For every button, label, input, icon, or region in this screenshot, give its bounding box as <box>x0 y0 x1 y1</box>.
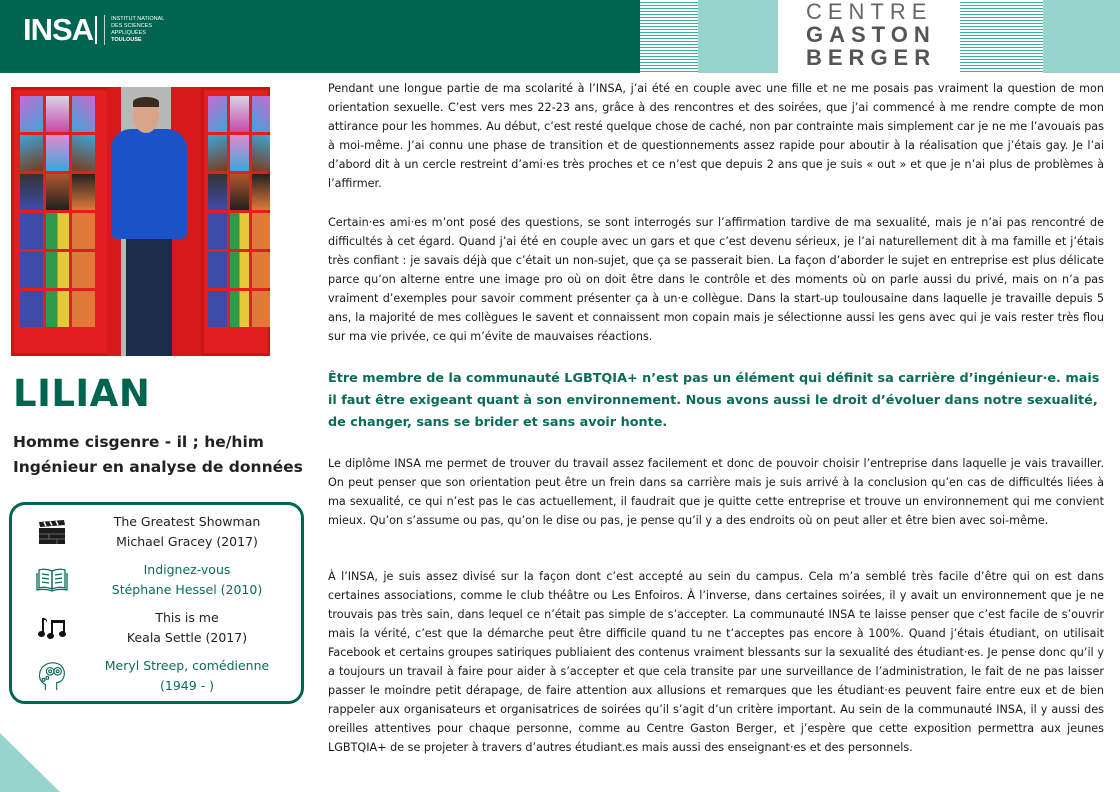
header-teal-block-left <box>698 0 778 73</box>
insa-sub-line: DES SCIENCES <box>111 22 153 29</box>
favorite-text <box>82 656 292 696</box>
favorites-box <box>9 502 304 704</box>
head-gears-icon <box>36 660 68 692</box>
cgb-logo-line: BERGER <box>806 45 937 70</box>
insa-sub-line: APPLIQUÉES <box>111 29 146 36</box>
favorite-author: Keala Settle (2017) <box>126 630 248 645</box>
favorite-title: Meryl Streep, comédienne <box>104 658 270 673</box>
favorite-film <box>12 510 301 558</box>
page-header <box>0 0 1120 73</box>
cgb-logo-line: CENTRE <box>806 0 933 24</box>
red-door-left <box>11 87 111 356</box>
header-stripes-right <box>960 0 1043 73</box>
favorite-person <box>12 654 301 702</box>
favorite-author: Stéphane Hessel (2010) <box>111 582 263 597</box>
cgb-logo-line: GASTON <box>806 22 936 47</box>
favorite-book <box>12 558 301 606</box>
article-paragraph: Pendant une longue partie de ma scolarité à l’INSA, j’ai été en couple avec une fille et ne me posais pas vraiment la question de mon orientation sexuelle. C’est vers mes 22-23 ans, grâce à des rencontres et des soirées, que j’ai commencé à me rendre compte de mon attirance pour les hommes. Au début, c’est resté quelque chose de caché, non par contrainte mais simplement car je ne me l’avouais pas à moi-même. J’ai connu une phase de transition et de questionnements assez rapide pour aboutir à la réalisation que j’étais gay. Je l’ai d’abord dit à un cercle restreint d’ami·es très proches et ce n’est que depuis 2 ans que je suis « out » et que je n’ai plus de problèmes à l’affirmer. <box>328 82 1104 190</box>
centre-gaston-berger-logo <box>806 0 936 69</box>
insa-sub-line: INSTITUT NATIONAL <box>111 15 165 22</box>
person-legs <box>126 237 172 356</box>
music-notes-icon <box>36 612 68 644</box>
stained-glass-panes <box>208 96 270 327</box>
insa-wordmark: INSA <box>23 12 94 47</box>
favorite-author: Michael Gracey (2017) <box>116 534 258 549</box>
person-name: LILIAN <box>13 372 151 415</box>
pull-quote: Être membre de la communauté LGBTQIA+ n’est pas un élément qui définit sa carrière d’ingénieur·e. mais il faut être exigeant quant à son environnement. Nous avons aussi le droit d’évoluer dans notre sexualité, de changer, sans se brider et sans avoir honte. <box>328 371 1100 430</box>
person-hair <box>133 97 159 107</box>
favorite-song <box>12 606 301 654</box>
header-stripes-left <box>640 0 698 73</box>
person-blue-jacket <box>111 129 187 239</box>
insa-logo-slash <box>95 16 97 44</box>
portrait-photo <box>11 87 270 356</box>
insa-logo <box>23 14 164 45</box>
insa-sub-line: TOULOUSE <box>111 36 142 43</box>
favorite-title: This is me <box>155 610 219 625</box>
clapperboard-icon <box>36 516 68 548</box>
favorite-text <box>82 512 292 552</box>
favorite-title: The Greatest Showman <box>113 514 261 529</box>
person-identity <box>13 430 303 480</box>
decorative-teal-triangle <box>0 733 60 792</box>
gender-pronouns: Homme cisgenre - il ; he/him <box>13 433 264 451</box>
article-paragraph: Le diplôme INSA me permet de trouver du travail assez facilement et donc de pouvoir choisir l’entreprise dans laquelle je vais travailler. On peut penser que son orientation peut être un frein dans sa carrière mais je suis arrivé à la conclusion qu’en cas de difficultés liées à ma sexualité, ce qui n’est pas le cas actuellement, il faudrait que je quitte cette entreprise et trouve un environnement qui me convient mieux. Qu’on s’assume ou pas, qu’on le dise ou pas, je pense qu’il y a des endroits où on peut aller et être bien avec soi-même. <box>328 457 1104 527</box>
favorite-author: (1949 - ) <box>159 678 215 693</box>
header-teal-block-right <box>1043 0 1120 73</box>
insa-logo-divider <box>104 15 105 45</box>
article-paragraph: À l’INSA, je suis assez divisé sur la façon dont c’est accepté au sein du campus. Cela m’a semblé très facile d’être qui on est dans certaines associations, comme le club théâtre ou Les Enfoiros. À l’inverse, dans certaines soirées, il y avait un environnement que je ne trouvais pas très sain, dans lequel ce n’était pas simple de s’accepter. La communauté INSA te laisse penser que c’est facile de s’ouvrir mais la vérité, c’est que la démarche peut être difficile quand tu ne t’acceptes pas encore à 100%. Quand j’étais étudiant, on utilisait Facebook et certains groupes satiriques publiaient des contenus vraiment blessants sur la sexualité des étudiant·es. Je pense donc qu’il y a toujours un travail à faire pour aider à s’accepter et que cela transite par une surveillance de l’administration, le fait de ne pas laisser passer le moindre petit dérapage, de faire attention aux allusions et remarques que les étudiant·es peuvent faire entre eux et de bien rappeler aux organisateurs et organisatrices de soirées qu’il s’agit d’un critère important. Au sein de la communauté INSA, il y aussi des oreilles attentives pour chaque personne, comme au Centre Gaston Berger, et j’espère que cette exposition permettra aux jeunes LGBTQIA+ de se projeter à travers d’autres étudiant.es mais aussi des enseignant·es et des personnels. <box>328 570 1104 754</box>
favorite-text <box>82 560 292 600</box>
insa-logo-subtitle <box>111 16 164 44</box>
favorite-text <box>82 608 292 648</box>
job-title: Ingénieur en analyse de données <box>13 458 303 476</box>
article-paragraph: Certain·es ami·es m’ont posé des questions, se sont interrogés sur l’affirmation tardive de ma sexualité, mais je n’ai pas rencontré de difficultés à cet égard. Quand j’ai été en couple avec un gars et que c’est devenu sérieux, je l’ai naturellement dit à ma famille et j’étais très confiant : je savais déjà que c’était un non-sujet, que ça se passerait bien. La façon d’aborder le sujet en entreprise est plus délicate parce qu’on alterne entre une image pro où on doit être dans le contrôle et des moments où on parle aussi du privé, mais on n’a pas vraiment d’exemples pour savoir comment présenter ça à un·e collègue. Dans la start-up toulousaine dans laquelle je travaille depuis 5 ans, la majorité de mes collègues le savent et connaissent mon copain mais je sélectionne aussi les gens avec qui je vais rester très flou sur ma vie privée, ce qui m’évite de mauvaises réactions. <box>328 216 1104 343</box>
book-icon <box>36 564 68 596</box>
red-door-right <box>201 87 270 356</box>
favorite-title: Indignez-vous <box>143 562 231 577</box>
stained-glass-panes <box>20 96 95 327</box>
